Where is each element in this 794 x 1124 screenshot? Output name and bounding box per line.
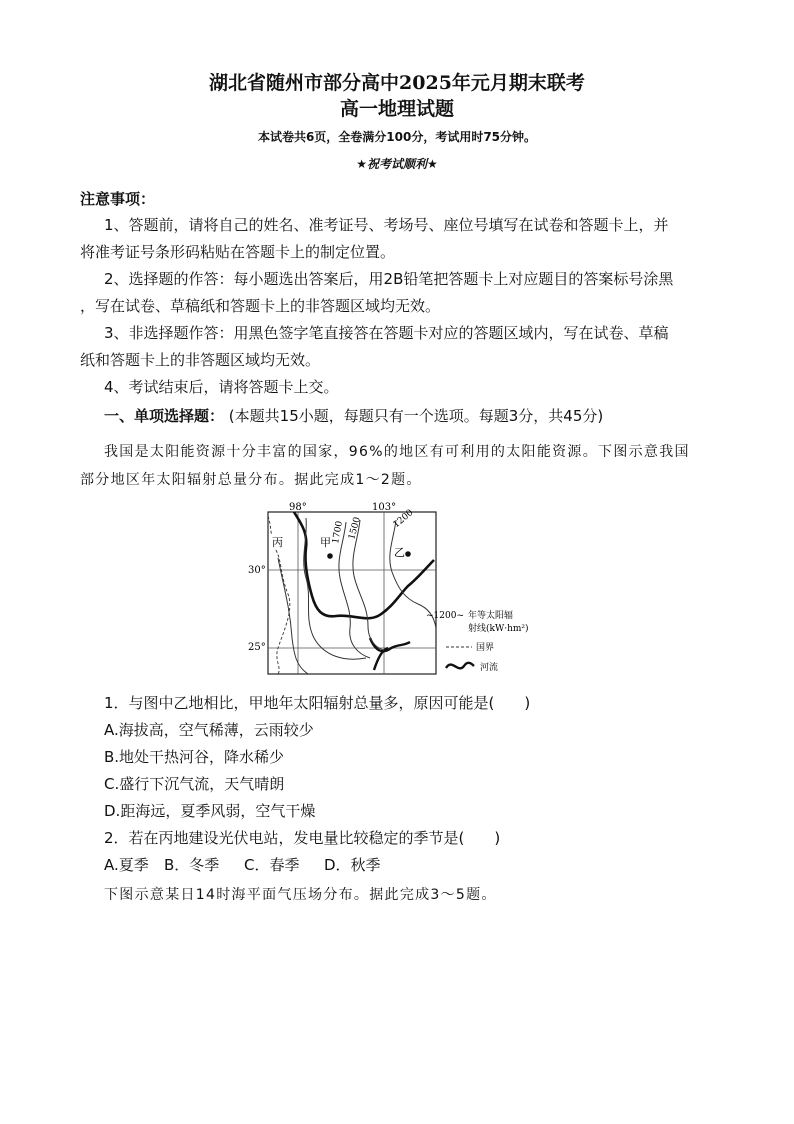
notice-item-2-line-1: 2、选择题的作答：每小题选出答案后，用2B铅笔把答题卡上对应题目的答案标号涂黑 <box>104 270 674 288</box>
notice-item-4: 4、考试结束后，请将答题卡上交。 <box>104 378 339 396</box>
isoline-label-1200: 1200 <box>391 507 416 531</box>
isoline-1500 <box>353 520 384 650</box>
notice-item-1-line-2: 将准考证号条形码粘贴在答题卡上的制定位置。 <box>80 243 396 261</box>
question-2-stem: 2．若在丙地建设光伏电站，发电量比较稳定的季节是( ) <box>104 829 501 847</box>
solar-radiation-map <box>248 498 588 680</box>
passage-2-line-1: 下图示意某日14时海平面气压场分布。据此完成3～5题。 <box>104 887 497 903</box>
legend-border-label: 国界 <box>476 643 495 653</box>
exam-title: 湖北省随州市部分高中2025年元月期末联考 <box>209 72 585 94</box>
isoline-label-1700: 1700 <box>331 520 345 545</box>
river-south <box>370 638 410 651</box>
river-main <box>294 512 434 618</box>
legend-isoline-sample: ~1200~ <box>426 611 464 621</box>
question-1-option-c: C.盛行下沉气流，天气晴朗 <box>104 775 285 793</box>
notice-item-3-line-2: 纸和答题卡上的非答题区域均无效。 <box>80 351 321 369</box>
question-1-option-d: D.距海远，夏季风弱，空气干燥 <box>104 802 316 820</box>
legend-river-sample <box>446 663 474 668</box>
place-label-jia: 甲 <box>320 536 331 549</box>
question-1-option-b: B.地处干热河谷，降水稀少 <box>104 748 285 766</box>
question-1-stem: 1．与图中乙地相比，甲地年太阳辐射总量多，原因可能是( ) <box>104 694 531 712</box>
map-legend <box>426 609 529 673</box>
legend-isoline-text-1: 年等太阳辐 <box>468 611 514 621</box>
notice-item-2-line-2: ，写在试卷、草稿纸和答题卡上的非答题区域均无效。 <box>80 297 441 315</box>
place-label-yi: 乙 <box>394 546 405 559</box>
question-2-option-b: B．冬季 <box>164 856 220 874</box>
section-heading <box>104 405 603 426</box>
question-2-option-c: C．春季 <box>244 856 300 874</box>
good-luck-note: ★祝考试顺利★ <box>356 157 438 171</box>
lon-label-103: 103° <box>372 502 397 513</box>
lat-label-25: 25° <box>248 642 266 653</box>
isoline-label-1500: 1500 <box>347 516 363 541</box>
place-label-bing: 丙 <box>272 536 283 549</box>
question-2-option-a: A.夏季 <box>104 856 149 874</box>
isoline-1700 <box>339 522 370 658</box>
notice-item-3-line-1: 3、非选择题作答：用黑色签字笔直接答在答题卡对应的答题区域内，写在试卷、草稿 <box>104 324 669 342</box>
exam-info: 本试卷共6页，全卷满分100分，考试用时75分钟。 <box>257 130 537 144</box>
section-title: 一、单项选择题： <box>104 407 225 425</box>
lat-label-30: 30° <box>248 565 266 576</box>
exam-subtitle: 高一地理试题 <box>339 98 454 120</box>
question-1-option-a: A.海拔高，空气稀薄，云雨较少 <box>104 721 314 739</box>
passage-1-line-1: 我国是太阳能资源十分丰富的国家，96%的地区有可利用的太阳能资源。下图示意我国 <box>104 444 690 460</box>
place-dot-yi <box>405 551 411 557</box>
legend-isoline-text-2: 射线(kW·hm²) <box>468 624 529 634</box>
legend-river-label: 河流 <box>480 663 499 673</box>
notice-item-1-line-1: 1、答题前，请将自己的姓名、准考证号、考场号、座位号填写在试卷和答题卡上，并 <box>104 216 669 234</box>
section-description: (本题共15小题，每题只有一个选项。每题3分，共45分) <box>228 407 604 425</box>
notice-heading: 注意事项： <box>80 190 156 208</box>
question-2-option-d: D．秋季 <box>324 856 381 874</box>
lon-label-98: 98° <box>289 502 307 513</box>
place-dot-jia <box>327 553 333 559</box>
passage-1-line-2: 部分地区年太阳辐射总量分布。据此完成1～2题。 <box>80 472 422 488</box>
